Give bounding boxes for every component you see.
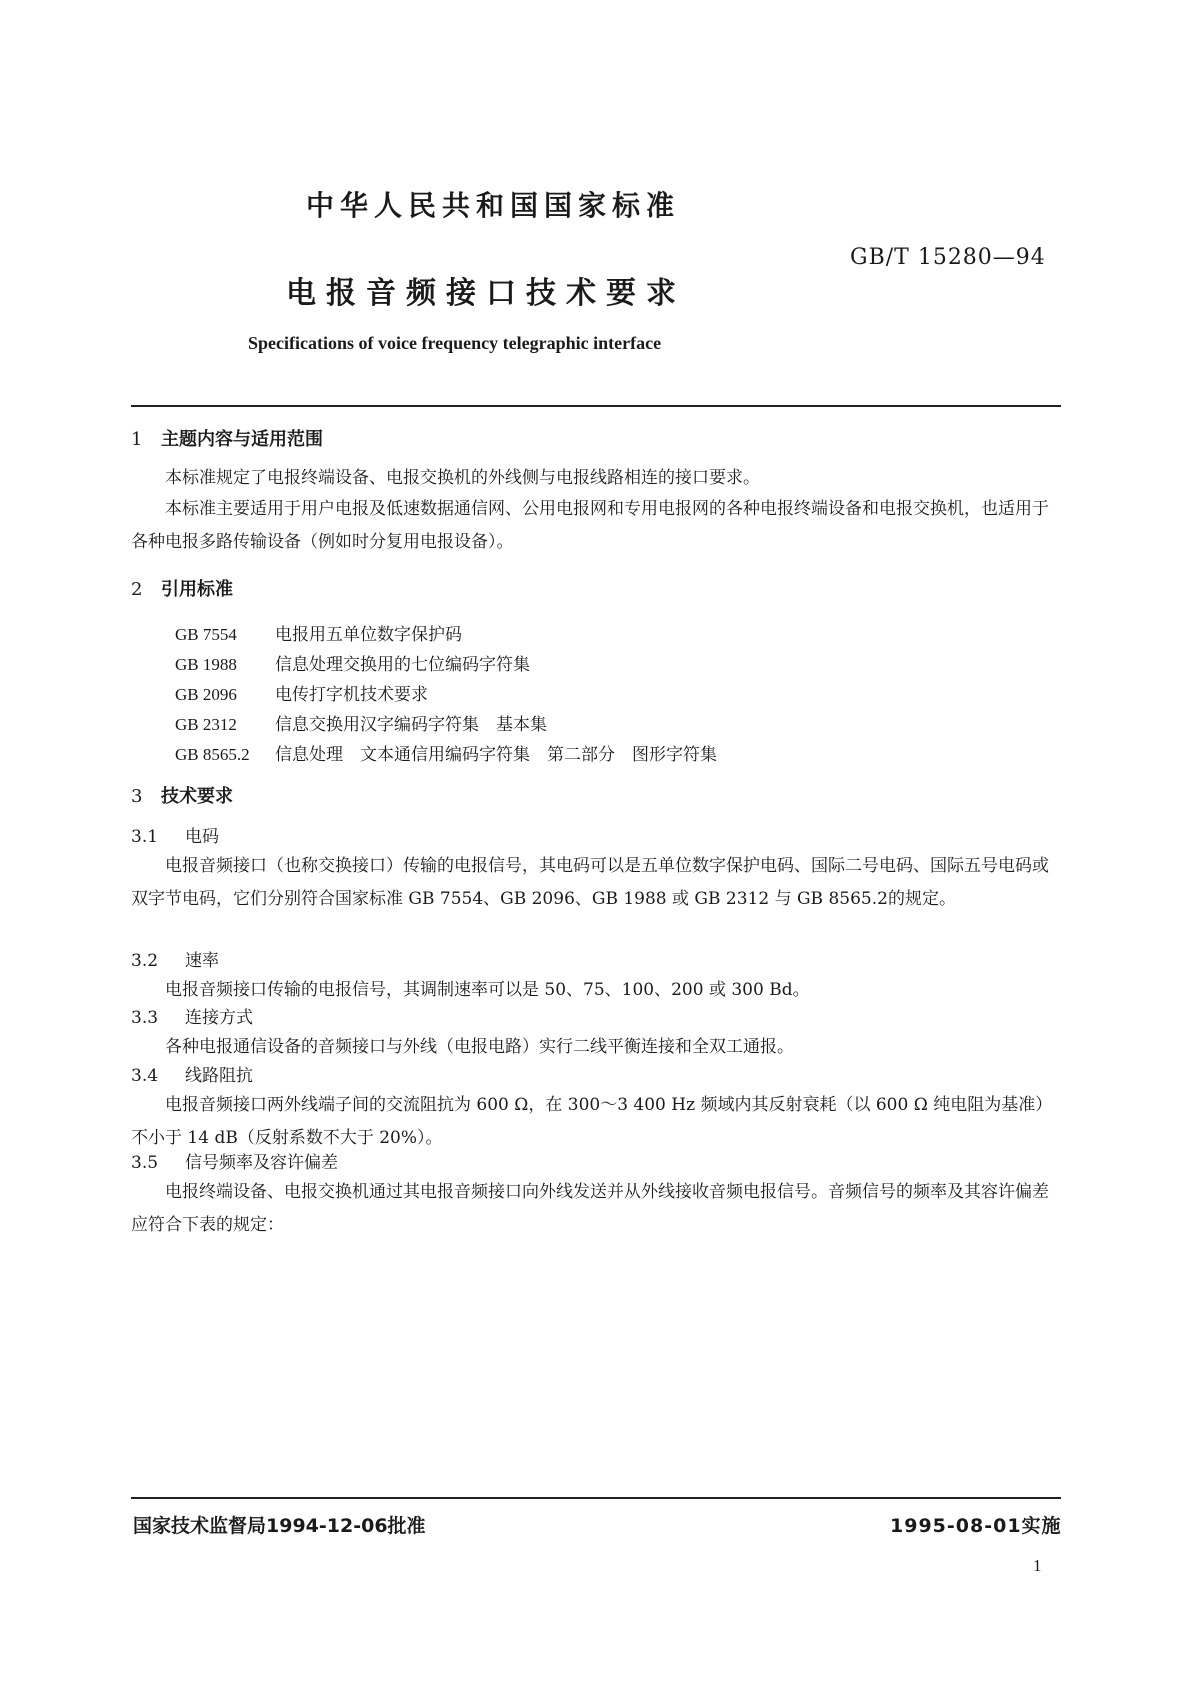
section-2-heading — [131, 575, 233, 601]
reference-row — [175, 740, 717, 765]
document-title-en: Specifications of voice frequency telegraphic interface — [248, 333, 662, 353]
effective-date: 1995-08-01实施 — [890, 1515, 1062, 1537]
subsection-3-3-heading — [131, 1003, 253, 1028]
subsection-number: 3.3 — [131, 1008, 159, 1028]
reference-row — [175, 680, 428, 705]
reference-row — [175, 710, 547, 735]
subsection-3-1-text: 电报音频接口（也称交换接口）传输的电报信号，其电码可以是五单位数字保护电码、国际二号电码、国际五号电码或双字节电码，它们分别符合国家标准 GB 7554、GB 2096、GB 1988 或 GB 2312 与 GB 8565.2的规定。 — [131, 856, 1049, 909]
section-1-heading — [131, 425, 323, 451]
national-standard-label: 中华人民共和国国家标准 — [306, 189, 681, 222]
approval-line: 国家技术监督局1994-12-06批准 — [133, 1515, 426, 1537]
section-number: 3 — [131, 786, 143, 807]
subsection-3-3-text: 各种电报通信设备的音频接口与外线（电报电路）实行二线平衡连接和全双工通报。 — [165, 1037, 794, 1057]
reference-title: 信息交换用汉字编码字符集 基本集 — [275, 715, 547, 735]
reference-row — [175, 650, 530, 675]
reference-title: 信息处理交换用的七位编码字符集 — [275, 655, 530, 675]
subsection-title: 线路阻抗 — [185, 1066, 253, 1086]
reference-title: 电传打字机技术要求 — [275, 685, 428, 705]
reference-code: GB 2096 — [175, 685, 237, 704]
reference-row — [175, 620, 462, 645]
reference-title: 电报用五单位数字保护码 — [275, 625, 462, 645]
subsection-number: 3.5 — [131, 1153, 159, 1173]
subsection-3-4-text: 电报音频接口两外线端子间的交流阻抗为 600 Ω，在 300～3 400 Hz 频域内其反射衰耗（以 600 Ω 纯电阻为基准）不小于 14 dB（反射系数不大于 20%）。 — [131, 1095, 1053, 1148]
subsection-title: 信号频率及容许偏差 — [185, 1153, 338, 1173]
section-title: 主题内容与适用范围 — [161, 429, 323, 450]
subsection-number: 3.4 — [131, 1066, 159, 1086]
reference-code: GB 8565.2 — [175, 745, 250, 764]
section-title: 技术要求 — [161, 786, 233, 807]
section-1-paragraph-2: 本标准主要适用于用户电报及低速数据通信网、公用电报网和专用电报网的各种电报终端设备和电报交换机，也适用于各种电报多路传输设备（例如时分复用电报设备）。 — [131, 499, 1049, 552]
section-number: 1 — [131, 429, 143, 450]
header-divider — [131, 405, 1061, 407]
subsection-3-4-heading — [131, 1061, 253, 1086]
reference-code: GB 7554 — [175, 625, 237, 644]
subsection-number: 3.1 — [131, 827, 159, 847]
subsection-3-1-heading — [131, 822, 219, 847]
standard-number: GB/T 15280—94 — [850, 245, 1046, 270]
reference-code: GB 2312 — [175, 715, 237, 734]
subsection-3-5-heading — [131, 1148, 338, 1173]
section-1-paragraph-1: 本标准规定了电报终端设备、电报交换机的外线侧与电报线路相连的接口要求。 — [165, 468, 760, 488]
document-title-cn: 电报音频接口技术要求 — [286, 276, 686, 311]
subsection-title: 连接方式 — [185, 1008, 253, 1028]
section-title: 引用标准 — [161, 579, 233, 600]
subsection-title: 电码 — [185, 827, 219, 847]
subsection-title: 速率 — [185, 951, 219, 971]
reference-code: GB 1988 — [175, 655, 237, 674]
subsection-3-2-text: 电报音频接口传输的电报信号，其调制速率可以是 50、75、100、200 或 300 Bd。 — [165, 980, 810, 1000]
subsection-3-5-text: 电报终端设备、电报交换机通过其电报音频接口向外线发送并从外线接收音频电报信号。音频信号的频率及其容许偏差应符合下表的规定： — [131, 1182, 1049, 1235]
section-number: 2 — [131, 579, 143, 600]
page-number: 1 — [1033, 1556, 1042, 1575]
footer-divider — [131, 1497, 1061, 1499]
section-3-heading — [131, 782, 233, 808]
subsection-3-2-heading — [131, 946, 219, 971]
subsection-number: 3.2 — [131, 951, 159, 971]
reference-title: 信息处理 文本通信用编码字符集 第二部分 图形字符集 — [275, 745, 717, 765]
